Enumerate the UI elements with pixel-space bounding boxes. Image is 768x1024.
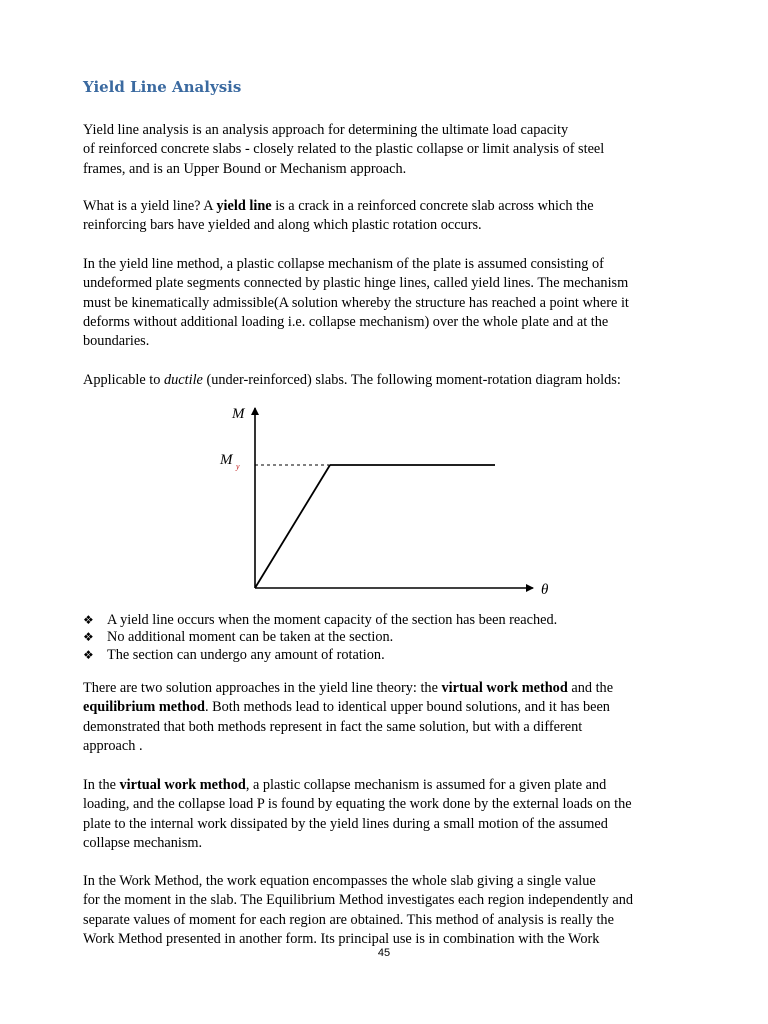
bullet-diamond-icon: ❖ [83,630,94,645]
rotation-axis-label: θ [541,582,549,598]
list-item-text: A yield line occurs when the moment capacity of the section has been reached. [107,612,558,628]
work-method-line: separate values of moment for each region are obtained. This method of analysis is really the [83,911,614,928]
moment-rotation-diagram [215,398,560,603]
virtual-work-term: virtual work method [441,680,568,696]
method-line: deforms without additional loading i.e. collapse mechanism) over the whole plate and at the [83,313,609,330]
work-method-line: for the moment in the slab. The Equilibrium Method investigates each region independently and [83,892,634,909]
section-heading: Yield Line Analysis [83,78,242,96]
approaches-line: demonstrated that both methods represent in fact the same solution, but with a different [83,718,583,735]
intro-line: of reinforced concrete slabs - closely related to the plastic collapse or limit analysis of steel [83,141,605,158]
approaches-line [83,698,693,717]
work-method-paragraph [83,872,693,949]
applicability-line [83,371,693,390]
moment-axis-label: M [232,406,245,422]
virtual-work-line: plate to the internal work dissipated by the yield lines during a small motion of the assumed [83,815,608,832]
approaches-text: There are two solution approaches in the yield line theory: the [83,680,442,696]
virtual-work-line: loading, and the collapse load P is found by equating the work done by the external loads on the [83,796,632,813]
approaches-line [83,679,693,698]
method-line: In the yield line method, a plastic collapse mechanism of the plate is assumed consisting of [83,256,604,272]
yield-line-properties-list [83,612,693,664]
definition-text: What is a yield line? A [83,198,217,214]
page-number: 45 [377,947,391,959]
yield-moment-label: M [220,452,233,468]
list-item [83,629,693,646]
list-item-text: No additional moment can be taken at the section. [107,629,394,646]
virtual-work-line [83,776,693,795]
approaches-text: . Both methods lead to identical upper bound solutions, and it has been [204,699,610,716]
virtual-work-line: collapse mechanism. [83,834,203,851]
virtual-work-text: , a plastic collapse mechanism is assumed for a given plate and [245,777,607,793]
bullet-diamond-icon: ❖ [83,647,94,662]
virtual-work-term: virtual work method [119,777,246,793]
virtual-work-paragraph [83,776,693,853]
equilibrium-term: equilibrium method [83,699,205,716]
yield-moment-subscript: y [236,462,240,471]
method-paragraph [83,255,693,351]
list-item [83,612,693,629]
definition-text: is a crack in a reinforced concrete slab across which the [271,198,594,214]
approaches-text: and the [567,680,614,696]
list-item [83,647,693,664]
work-method-line: In the Work Method, the work equation encompasses the whole slab giving a single value [83,873,596,889]
intro-line: frames, and is an Upper Bound or Mechanism approach. [83,160,407,177]
method-line: undeformed plate segments connected by plastic hinge lines, called yield lines. The mechanism [83,275,629,292]
yield-line-definition-paragraph [83,197,693,236]
ductile-term: ductile [164,372,203,388]
list-item-text: The section can undergo any amount of rotation. [107,646,385,663]
yield-line-term: yield line [216,198,272,214]
method-line: boundaries. [83,333,150,350]
applicability-text: Applicable to [83,372,164,388]
approaches-line: approach . [83,737,143,754]
definition-line [83,197,693,216]
applicability-text: (under-reinforced) slabs. The following moment-rotation diagram holds: [202,372,621,388]
intro-paragraph [83,121,693,179]
solution-approaches-paragraph [83,679,693,756]
intro-line: Yield line analysis is an analysis approach for determining the ultimate load capacity [83,122,569,138]
definition-line: reinforcing bars have yielded and along which plastic rotation occurs. [83,217,482,234]
applicability-paragraph [83,371,693,390]
work-method-line: Work Method presented in another form. Its principal use is in combination with the Work [83,930,600,947]
virtual-work-text: In the [83,777,120,793]
elastic-branch-line [255,465,330,588]
method-line: must be kinematically admissible(A solution whereby the structure has reached a point where it [83,294,629,311]
bullet-diamond-icon: ❖ [83,613,94,627]
